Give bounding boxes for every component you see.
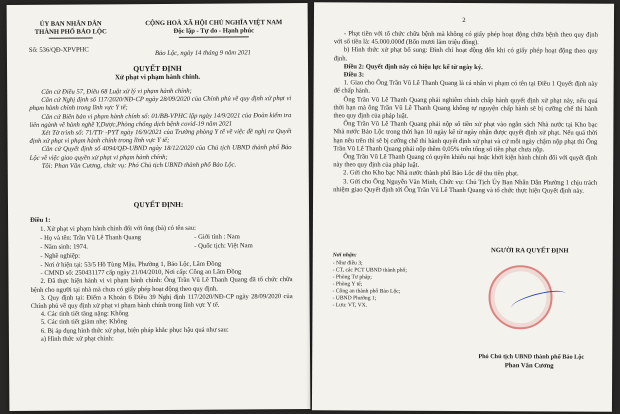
recipient-item: - CT, các PCT UBND thành phố; (332, 267, 407, 274)
preamble-line: Căn cứ Nghị định số 117/2020/NĐ-CP ngày 28/09/2020 của Chính phủ về quy định xử phạt vi phạm hành chính trong lĩnh vực Y tế; (29, 95, 292, 113)
article-1-body (30, 260, 293, 344)
date-line: Bảo Lộc, ngày 14 tháng 9 năm 2021 (154, 49, 251, 58)
article-3-line: Ông Trần Vũ Lê Thanh Quang phải nộp số tiền xử phạt vào ngân sách Nhà nước tại Kho bạc Nhà nước Bảo Lộc trong thời hạn 10 ngày kể từ ngày nhận được quyết định xử phạt. Nếu quá thời hạn nêu trên thì sẽ bị cưỡng chế thi hành quyết định xử phạt và cứ mỗi ngày chậm nộp phạt thì Ông Trần Vũ Lê Thanh Quang phải nộp thêm 0,05% trên tổng số tiền phạt chưa nộp. (333, 120, 598, 154)
decision-page-2 (312, 2, 614, 412)
penalty-line: - Phạt tiền với tổ chức chữa bệnh mà không có giấy phép hoạt động chữa bệnh theo quy định với số tiền là: 45.000.000đ (Bốn mươi lăm triệu đồng). (333, 30, 598, 47)
recipients-heading: Nơi nhận: (332, 252, 357, 259)
org-name-line2: THÀNH PHỐ BẢO LỘC (34, 28, 107, 36)
doc-number: Số: 536/QĐ-XPVPHC (28, 46, 89, 54)
birth-line: - Năm sinh: 1974. (40, 243, 88, 251)
id-line: - CMND số: 250431177 cấp ngày 21/04/2010, Nơi cấp: Công an Lâm Đồng (40, 268, 242, 278)
preamble-block (29, 87, 292, 171)
preamble-line: Căn cứ Quyết định số 4094/QĐ-UBND ngày 18/12/2020 của Chủ tịch UBND thành phố Bảo Lộc về việc giao quyền xử phạt vi phạm hành chính; (29, 144, 292, 162)
article-3-line: Ông Trần Vũ Lê Thanh Quang có quyền khiếu nại hoặc khởi kiện hành chính đối với quyết định này theo quy định của pháp luật. (333, 153, 598, 170)
nationality-line: - Quốc tịch: Việt Nam (194, 242, 253, 250)
page-number: 2 (462, 16, 466, 25)
nation-underline (179, 36, 249, 37)
decide-heading: QUYẾT ĐỊNH: (133, 199, 184, 210)
job-line: - Nghề nghiệp: (40, 252, 80, 260)
article-1-heading: Điều 1: (30, 216, 51, 224)
decision-page-1 (7, 3, 311, 411)
recipient-item: - Lưu: VT, VX. (332, 302, 368, 309)
name-line: - Họ và tên: Trần Vũ Lê Thanh Quang (40, 234, 142, 242)
supplementary-penalty-line: b) Hình thức xử phạt bổ sung: Đình chỉ hoạt động đến khi có giấy phép hoạt động theo quy định. (333, 46, 598, 63)
article-3-line: Ông Trần Vũ Lê Thanh Quang phải nghiêm chỉnh chấp hành quyết định xử phạt này, nếu quá thời hạn mà ông Trần Vũ Lê Thanh Quang không tự nguyện chấp hành sẽ bị cưỡng chế thi hành theo quy định của pháp luật. (333, 95, 598, 120)
item-2: 2. Đã thực hiện hành vi vi phạm hành chính: Ông Trần Vũ Lê Thanh Quang đã tổ chức chữa bệnh cho người tại nhà mà chưa có giấy phép hoạt động theo quy định. (30, 276, 293, 294)
recipient-item: - Phòng Tư pháp; (332, 274, 372, 281)
recipient-item: - UBND Phường 1; (332, 295, 377, 302)
article-3-line: 1. Giao cho Ông Trần Vũ Lê Thanh Quang là cá nhân vi phạm có tên tại Điều 1 Quyết định này để chấp hành. (333, 79, 598, 95)
item-3: 3. Quy định tại: Điểm a Khoản 6 Điều 39 Nghị định 117/2020/NĐ-CP ngày 28/09/2020 của Chính phủ về quy định xử phạt vi phạm hành chính trong lĩnh vực Y tế. (30, 292, 293, 310)
item-1: 1. Xử phạt vi phạm hành chính đối với ông (bà) có tên sau: (40, 224, 196, 233)
org-underline (49, 37, 93, 38)
penalty-continuation (333, 30, 598, 195)
doc-title: QUYẾT ĐỊNH (133, 63, 182, 74)
preamble-line: Căn cứ Biên bản vi phạm hành chính số: 01/BB-VPHC lập ngày 14/9/2021 của Đoàn kiểm tra liên ngành về hành nghề Y,Dược,Phòng chống dịch bệnh covid-19 năm 2021 (29, 111, 292, 129)
org-name-line1: ỦY BAN NHÂN DÂN (39, 20, 102, 28)
item-6a: a) Hình thức xử phạt chính: (40, 335, 114, 343)
doc-subtitle: Xử phạt vi phạm hành chính. (114, 73, 201, 82)
item-6: 6. Bị áp dụng hình thức xử phạt, biện pháp khắc phục hậu quả như sau: (40, 326, 229, 335)
address-line: - Nơi ở hiện tại: 53/5 Hồ Tùng Mậu, Phường 1, Bảo Lộc, Lâm Đồng (40, 260, 222, 269)
article-3-heading: Điều 3: (343, 71, 365, 79)
recipient-item: - Phòng Y tế; (332, 281, 363, 288)
article-3-line: 2. Gửi cho Kho bạc Nhà nước thành phố Bảo Lộc để thu tiền phạt. (343, 169, 519, 178)
item-4: 4. Các tình tiết tăng nặng: Không (40, 310, 129, 319)
signer-position: Phó Chủ tịch UBND thành phố Bảo Lộc (478, 353, 585, 361)
nation-line1: CỘNG HOÀ XÃ HỘI CHỦ NGHĨA VIỆT NAM (145, 19, 283, 28)
recipient-item: - Công an thành phố Bảo Lộc; (332, 288, 401, 295)
article-3-line: 3. Gửi cho Ông Nguyễn Văn Minh, Chức vụ: Chủ Tịch Ủy Ban Nhân Dân Phường 1 chịu trách nhiệm giao Quyết định tới Ông Trần Vũ Lê Thanh Quang và tổ chức thực hiện Quyết định này. (333, 178, 598, 195)
signer-title: NGƯỜI RA QUYẾT ĐỊNH (491, 247, 569, 255)
signer-name: Phan Văn Cương (504, 362, 554, 370)
article-2: Điều 2: Quyết định này có hiệu lực kể từ ngày ký. (343, 63, 483, 71)
item-5: 5. Các tình tiết giảm nhẹ: Không (40, 318, 128, 327)
preamble-line: Tôi: Phan Văn Cương, chức vụ: Phó Chủ tịch UBND thành phố Bảo Lộc. (41, 161, 237, 170)
gender-line: - Giới tính : Nam (194, 233, 240, 241)
recipient-item: - Như điều 3; (332, 260, 363, 267)
preamble-line: Căn cứ Điều 57, Điều 68 Luật xử lý vi phạm hành chính; (41, 87, 192, 96)
nation-line2: Độc lập - Tự do - Hạnh phúc (173, 27, 255, 35)
preamble-line: Xét Tờ trình số: 71/TTr -PYT ngày 16/9/2021 của Trưởng phòng Y tế về việc đề nghị ra Quyết định xử phạt vi phạm hành chính trong lĩnh vực Y tế; (29, 128, 292, 146)
